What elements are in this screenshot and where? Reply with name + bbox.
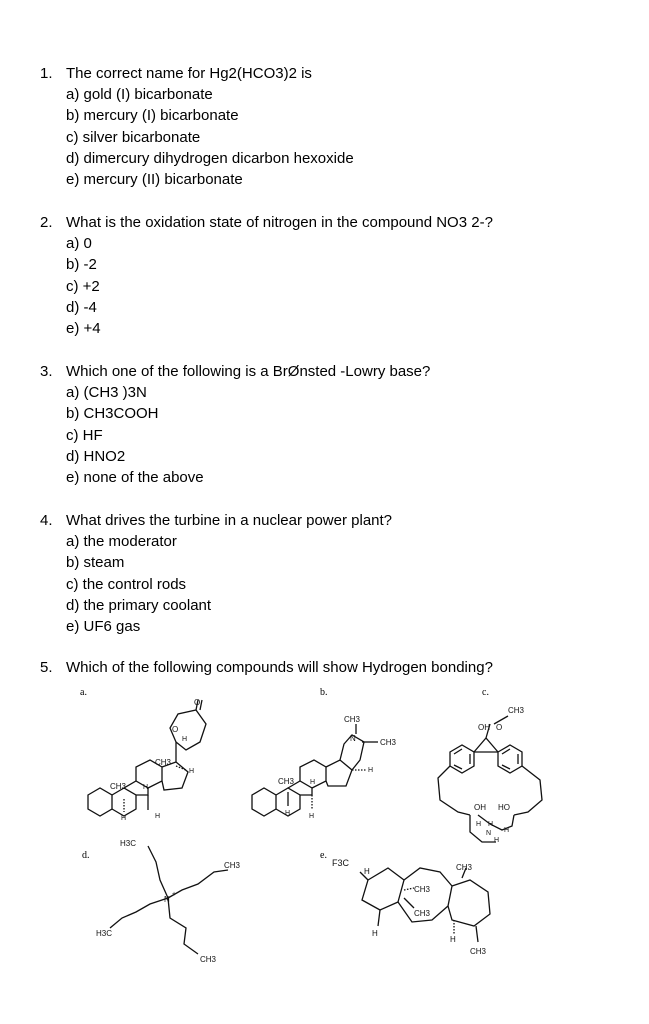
question-number: 1. — [40, 65, 53, 82]
option-a: a) (CH3 )3N — [66, 384, 147, 402]
atom-label: H — [182, 736, 188, 743]
molecule-d-structure — [96, 839, 241, 964]
molecule-a-label: a. — [80, 687, 87, 698]
atom-label: OH — [474, 803, 486, 812]
atom-label: H — [364, 867, 370, 876]
option-d: d) dimercury dihydrogen dicarbon hexoxide — [66, 149, 354, 167]
atom-label: N — [486, 830, 492, 837]
question-text: What drives the turbine in a nuclear power plant? — [66, 512, 393, 529]
molecule-e-structure — [332, 858, 490, 956]
atom-label: H — [476, 821, 482, 828]
option-b: b) CH3COOH — [66, 405, 159, 423]
molecule-a-structure — [88, 698, 206, 822]
atom-label: H — [143, 784, 149, 791]
atom-label: H — [285, 810, 291, 817]
option-d: d) the primary coolant — [66, 596, 212, 614]
atom-label: H — [189, 768, 195, 775]
atom-label: H — [372, 929, 378, 938]
atom-label: H3C — [120, 839, 137, 848]
option-e: e) none of the above — [66, 469, 204, 487]
atom-label: H3C — [96, 929, 113, 938]
atom-label: CH3 — [224, 861, 241, 870]
atom-label: CH3 — [155, 758, 172, 767]
option-d: d) -4 — [66, 298, 97, 316]
atom-label: HO — [498, 803, 510, 812]
atom-label: F3C — [332, 858, 350, 868]
question-number: 4. — [40, 512, 53, 529]
atom-label: OH — [478, 723, 490, 732]
option-c: c) +2 — [66, 277, 100, 295]
atom-label: H — [450, 935, 456, 944]
atom-label: CH3 — [414, 909, 431, 918]
atom-label: O — [172, 725, 179, 734]
question-text: Which one of the following is a BrØnsted -Lowry base? — [66, 363, 431, 380]
molecule-b-label: b. — [320, 687, 328, 698]
atom-label: H — [121, 815, 127, 822]
atom-label: H — [309, 813, 315, 820]
question-number: 5. — [40, 659, 53, 676]
atom-label: CH3 — [200, 955, 217, 964]
atom-label: H — [504, 827, 510, 834]
atom-label: CH3 — [456, 863, 473, 872]
atom-label: + — [172, 891, 177, 898]
option-a: a) gold (I) bicarbonate — [66, 86, 213, 104]
atom-label: CH3 — [278, 777, 295, 786]
molecule-c-structure — [438, 706, 542, 844]
option-e: e) mercury (II) bicarbonate — [66, 171, 243, 189]
atom-label: H — [494, 837, 500, 844]
atom-label: CH3 — [344, 715, 361, 724]
molecule-b-structure — [252, 715, 397, 820]
question-number: 2. — [40, 214, 53, 231]
atom-label: N — [350, 734, 356, 743]
molecule-c-label: c. — [482, 687, 489, 698]
molecule-d-label: d. — [82, 850, 90, 861]
option-d: d) HNO2 — [66, 447, 126, 465]
option-b: b) -2 — [66, 256, 97, 274]
option-c: c) HF — [66, 426, 103, 444]
question-text: What is the oxidation state of nitrogen in the compound NO3 2-? — [66, 214, 493, 231]
atom-label: CH3 — [380, 738, 397, 747]
option-c: c) silver bicarbonate — [66, 128, 201, 146]
atom-label: O — [194, 698, 201, 707]
option-c: c) the control rods — [66, 575, 187, 593]
atom-label: H — [488, 821, 494, 828]
atom-label: CH3 — [508, 706, 525, 715]
option-b: b) steam — [66, 554, 125, 572]
atom-label: CH3 — [470, 947, 487, 956]
option-a: a) the moderator — [66, 533, 177, 551]
atom-label: H — [310, 779, 316, 786]
atom-label: O — [496, 723, 503, 732]
question-text: The correct name for Hg2(HCO3)2 is — [66, 65, 312, 82]
option-a: a) 0 — [66, 235, 92, 253]
atom-label: CH3 — [414, 885, 431, 894]
question-text: Which of the following compounds will show Hydrogen bonding? — [66, 659, 493, 676]
option-e: e) UF6 gas — [66, 618, 141, 636]
atom-label: H — [368, 767, 374, 774]
question-number: 3. — [40, 363, 53, 380]
option-e: e) +4 — [66, 320, 101, 338]
atom-label: N — [164, 895, 170, 904]
atom-label: H — [155, 813, 161, 820]
molecule-e-label: e. — [320, 850, 327, 861]
atom-label: CH3 — [110, 782, 127, 791]
option-b: b) mercury (I) bicarbonate — [66, 107, 239, 125]
